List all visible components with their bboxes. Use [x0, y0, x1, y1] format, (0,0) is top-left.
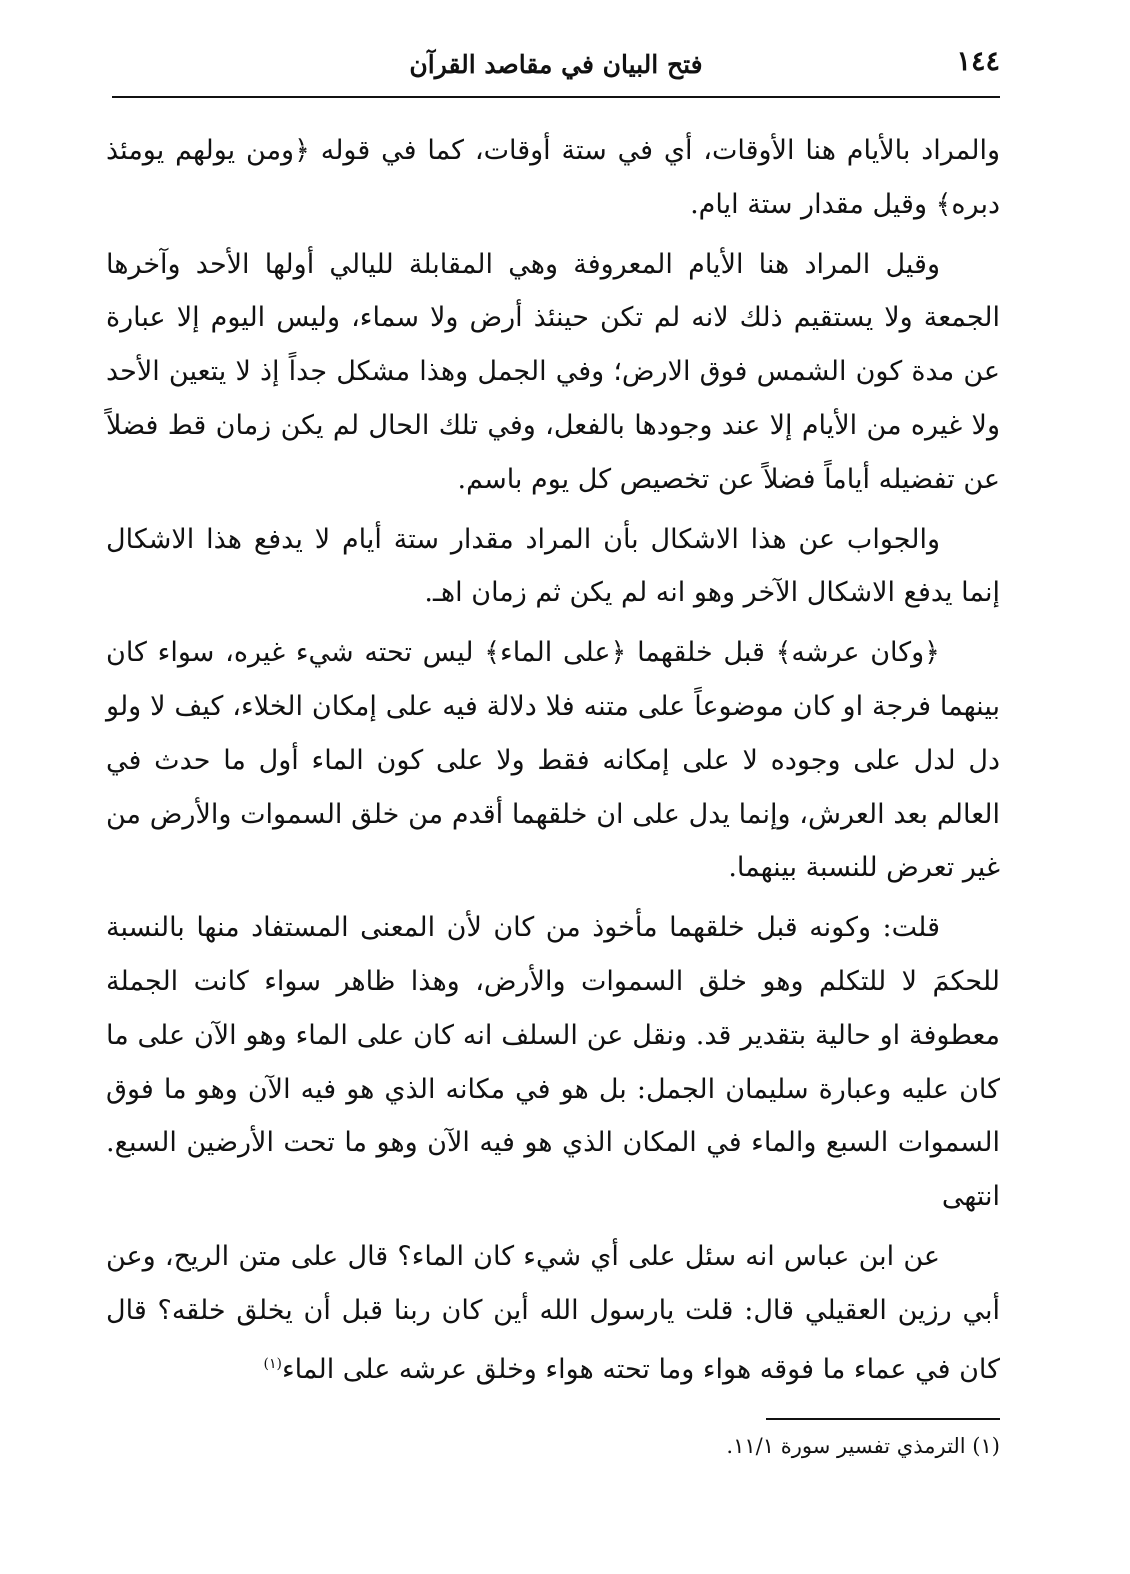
paragraph-3: والجواب عن هذا الاشكال بأن المراد مقدار ستة أيام لا يدفع هذا الاشكال إنما يدفع الاشكال الآخر وهو انه لم يكن ثم زمان اهـ. — [106, 523, 1000, 609]
paragraph-6 — [106, 1230, 1000, 1396]
footnote-marker: (١) — [263, 1355, 282, 1372]
body-text — [106, 124, 1000, 1396]
page-number: ١٤٤ — [956, 46, 1000, 77]
paragraph-6-text: عن ابن عباس انه سئل على أي شيء كان الماء؟ قال على متن الريح، وعن أبي رزين العقيلي قال: قلت يارسول الله أين كان ربنا قبل أن يخلق خلقه؟ قال كان في عماء ما فوقه هواء وما تحته هواء وخلق عرشه على الماء — [106, 1240, 1000, 1385]
page-header — [112, 40, 1000, 94]
paragraph-2: وقيل المراد هنا الأيام المعروفة وهي المقابلة لليالي أولها الأحد وآخرها الجمعة ولا يستقيم ذلك لانه لم تكن حينئذ أرض ولا سماء، وليس اليوم إلا عبارة عن مدة كون الشمس فوق الارض؛ وفي الجمل وهذا مشكل جداً إذ لا يتعين الأحد ولا غيره من الأيام إلا عند وجودها بالفعل، وفي تلك الحال لم يكن زمان قط فضلاً عن تفضيله أياماً فضلاً عن تخصيص كل يوم باسم. — [106, 248, 1000, 495]
running-title: فتح البيان في مقاصد القرآن — [409, 50, 703, 79]
header-rule — [112, 96, 1000, 98]
footnote-rule — [766, 1418, 1000, 1420]
paragraph-1: والمراد بالأيام هنا الأوقات، أي في ستة أوقات، كما في قوله ﴿ومن يولهم يومئذ دبره﴾ وقيل مقدار ستة ايام. — [106, 135, 1000, 220]
footnote: (١) الترمذي تفسير سورة ١١/١. — [726, 1434, 1000, 1458]
paragraph-5: قلت: وكونه قبل خلقهما مأخوذ من كان لأن المعنى المستفاد منها بالنسبة للحكمَ لا للتكلم وهو خلق السموات والأرض، وهذا ظاهر سواء كانت الجملة معطوفة او حالية بتقدير قد. ونقل عن السلف انه كان على الماء وهو الآن على ما كان عليه وعبارة سليمان الجمل: بل هو في مكانه الذي هو فيه الآن وهو ما فوق السموات السبع والماء في المكان الذي هو فيه الآن وهو ما تحت الأرضين السبع. انتهى — [106, 912, 1000, 1213]
paragraph-4: ﴿وكان عرشه﴾ قبل خلقهما ﴿على الماء﴾ ليس تحته شيء غيره، سواء كان بينهما فرجة او كان موضوعاً على متنه فلا دلالة فيه على إمكان الخلاء، كيف لا ولو دل لدل على وجوده لا على إمكانه فقط ولا على كون الماء أول ما حدث في العالم بعد العرش، وإنما يدل على ان خلقهما أقدم من خلق السموات والأرض من غير تعرض للنسبة بينهما. — [106, 637, 1000, 884]
